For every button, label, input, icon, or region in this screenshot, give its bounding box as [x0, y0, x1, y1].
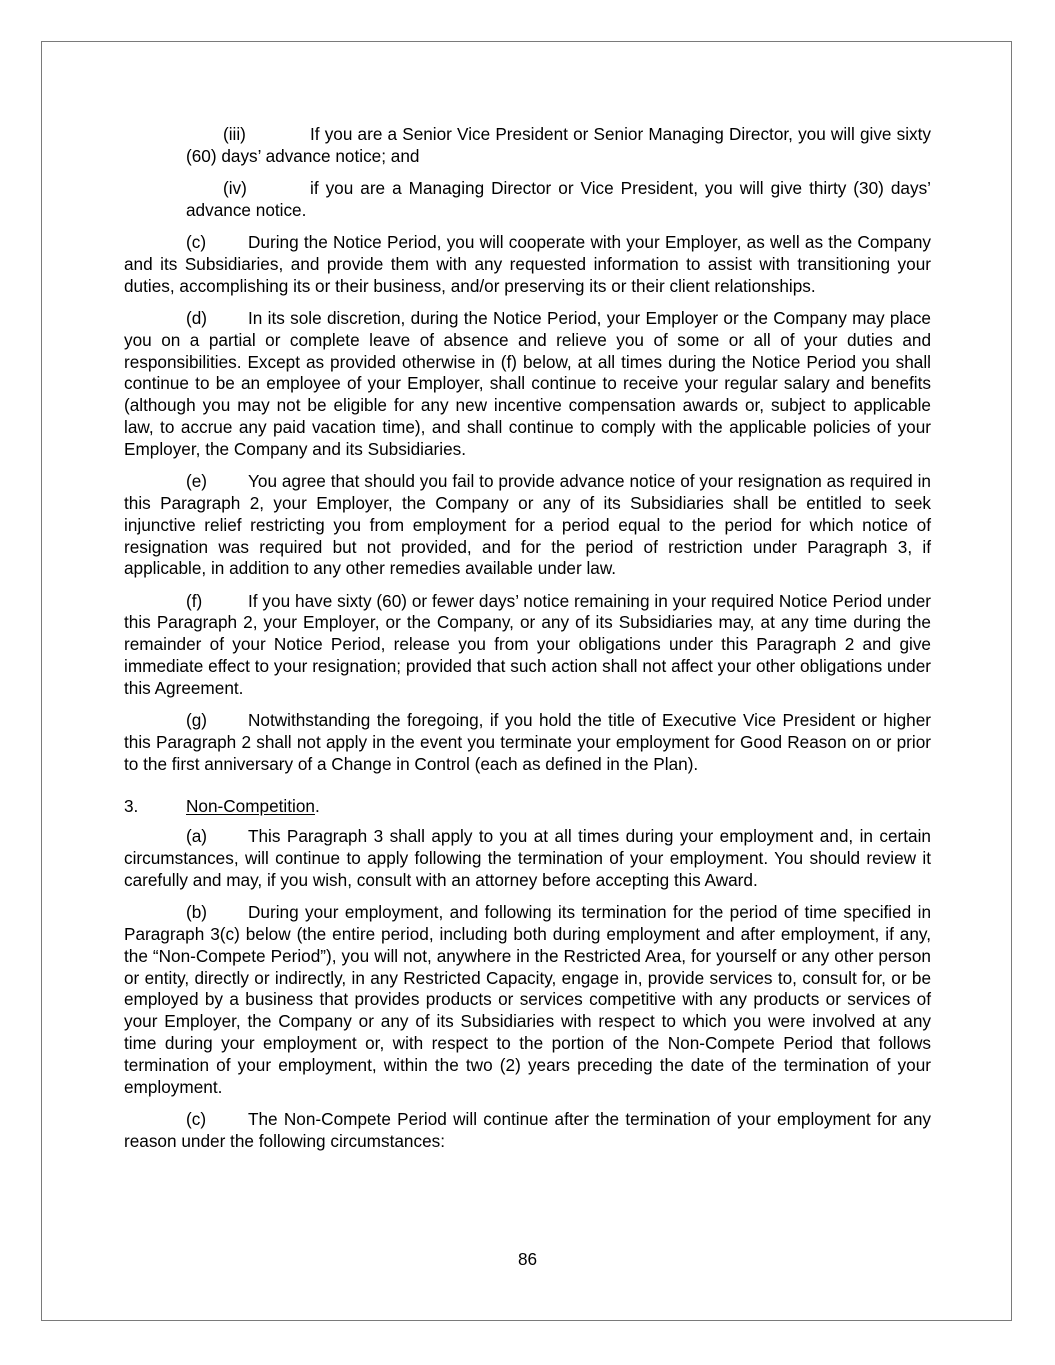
- paragraph-3b: [124, 902, 931, 1098]
- list-item-iv: [124, 178, 931, 222]
- paragraph-text: If you have sixty (60) or fewer days’ notice remaining in your required Notice Period under this Paragraph 2, your Employer, or the Company, or any of its Subsidiaries may, at any time during the remainder of your Notice Period, release you from your obligations under this Paragraph 2 and give immediate effect to your resignation; provided that such action shall not affect your other obligations under this Agreement.: [124, 590, 931, 698]
- paragraph-marker: (a): [186, 826, 208, 847]
- list-marker: (iii): [223, 124, 246, 144]
- paragraph-text: In its sole discretion, during the Notice Period, your Employer or the Company may place you on a partial or complete leave of absence and relieve you of some or all of your duties and responsibilities. Except as provided otherwise in (f) below, at all times during the Notice Period you shall continue to be an employee of your Employer, shall continue to receive your regular salary and benefits (although you may not be eligible for any new incentive compensation awards or, subject to applicable law, to accrue any paid vacation time), and shall continue to comply with the applicable policies of your Employer, the Company and its Subsidiaries.: [124, 308, 931, 459]
- paragraph-text: The Non-Compete Period will continue after the termination of your employment for any reason under the following circumstances:: [124, 1108, 931, 1151]
- paragraph-3c: [124, 1109, 931, 1153]
- section-number: 3.: [124, 795, 139, 816]
- paragraph-marker: (b): [186, 902, 208, 923]
- page-number: 86: [517, 1249, 538, 1269]
- paragraph-text: This Paragraph 3 shall apply to you at all times during your employment and, in certain circumstances, will continue to apply following the termination of your employment. You should review it carefully and may, if you wish, consult with an attorney before accepting this Award.: [124, 826, 931, 890]
- list-text: if you are a Managing Director or Vice President, you will give thirty (30) days’ advance notice.: [186, 178, 931, 220]
- paragraph-text: During the Notice Period, you will cooperate with your Employer, as well as the Company and its Subsidiaries, and provide them with any requested information to assist with transitioning your duties, accomplishing its or their business, and/or preserving its or their client relationships.: [124, 232, 931, 296]
- paragraph-text: Notwithstanding the foregoing, if you hold the title of Executive Vice President or higher this Paragraph 2 shall not apply in the event you terminate your employment for Good Reason on or prior to the first anniversary of a Change in Control (each as defined in the Plan).: [124, 710, 931, 774]
- paragraph-marker: (f): [186, 590, 203, 611]
- paragraph-marker: (g): [186, 710, 208, 731]
- paragraph-g: [124, 710, 931, 775]
- section-title-punct: .: [314, 795, 320, 816]
- paragraph-marker: (d): [186, 308, 208, 329]
- paragraph-marker: (c): [186, 232, 207, 253]
- paragraph-c: [124, 232, 931, 297]
- paragraph-d: [124, 308, 931, 461]
- paragraph-f: [124, 591, 931, 700]
- paragraph-marker: (c): [186, 1108, 207, 1129]
- paragraph-marker: (e): [186, 471, 208, 492]
- list-text: If you are a Senior Vice President or Senior Managing Director, you will give sixty (60) days’ advance notice; and: [186, 124, 931, 166]
- paragraph-text: You agree that should you fail to provide advance notice of your resignation as required in this Paragraph 2, your Employer, the Company or any of its Subsidiaries shall be entitled to seek injunctive relief restricting you from employment for a period equal to the period for which notice of resignation was required but not provided, and for the period of restriction under Paragraph 3, if applicable, in addition to any other remedies available under law.: [124, 471, 931, 579]
- section-title: Non-Competition: [186, 795, 315, 816]
- list-item-iii: [124, 124, 931, 168]
- paragraph-text: During your employment, and following its termination for the period of time specified in Paragraph 3(c) below (the entire period, including both during employment and after employment, if any, the “Non-Compete Period”), you will not, anywhere in the Restricted Area, for yourself or any other person or entity, directly or indirectly, in any Restricted Capacity, engage in, provide services to, consult for, or be employed by a business that provides products or services competitive with any products or services of your Employer, the Company or any of its Subsidiaries with respect to which you were involved at any time during your employment or, with respect to the portion of the Non-Compete Period that follows termination of your employment, within the two (2) years preceding the date of the termination of your employment.: [124, 902, 931, 1097]
- list-marker: (iv): [223, 178, 247, 199]
- section-heading: [124, 796, 931, 818]
- paragraph-3a: [124, 826, 931, 891]
- document-body: [124, 124, 931, 1163]
- paragraph-e: [124, 471, 931, 580]
